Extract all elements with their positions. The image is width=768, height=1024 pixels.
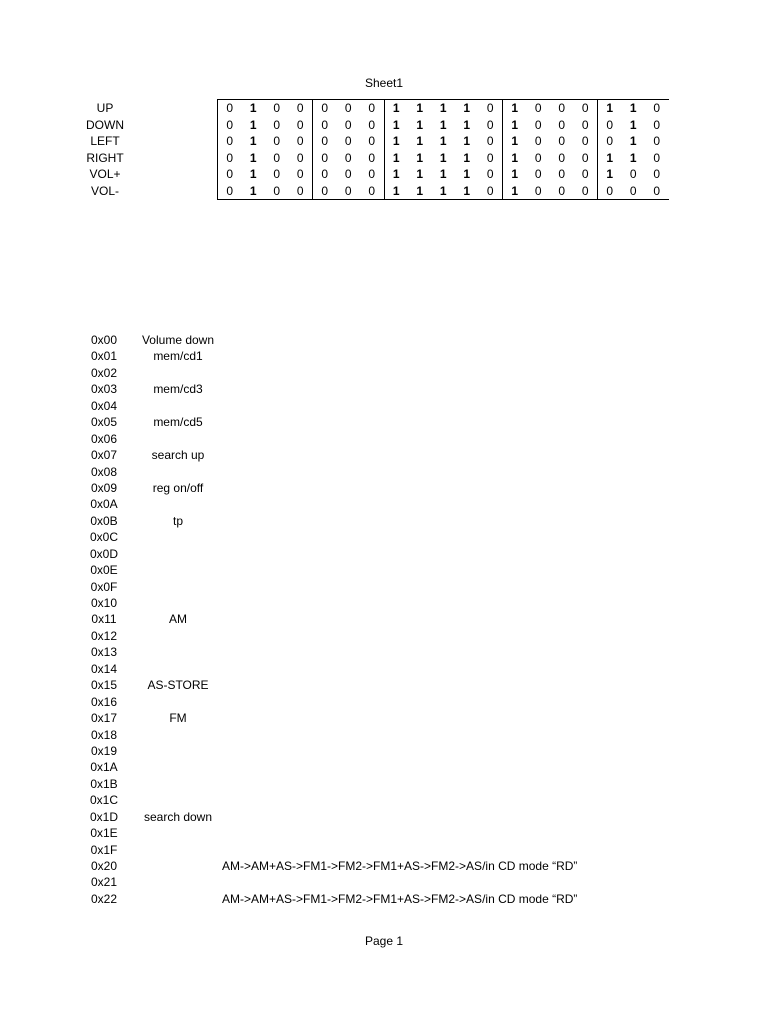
bit-cell: 1 bbox=[439, 183, 447, 198]
code-row bbox=[0, 842, 768, 858]
bit-cell: 0 bbox=[313, 117, 337, 134]
bit-cell: 1 bbox=[242, 100, 266, 117]
bit-cell: 0 bbox=[581, 134, 589, 148]
code-hex: 0x1D bbox=[89, 809, 118, 824]
code-hex: 0x12 bbox=[90, 628, 118, 643]
code-row bbox=[0, 529, 768, 545]
code-row bbox=[0, 496, 768, 512]
bit-cell: 0 bbox=[558, 150, 566, 165]
bit-cell: 1 bbox=[598, 100, 622, 117]
bit-cell: 0 bbox=[265, 100, 289, 117]
bit-cell: 1 bbox=[455, 100, 479, 117]
bit-cell: 1 bbox=[463, 167, 471, 181]
code-row bbox=[0, 825, 768, 841]
bit-row-label: LEFT bbox=[90, 134, 120, 148]
bit-cell: 1 bbox=[503, 100, 527, 117]
code-hex: 0x1A bbox=[90, 760, 118, 775]
code-row bbox=[0, 562, 768, 578]
bit-cell: 1 bbox=[249, 134, 257, 148]
code-row bbox=[0, 414, 768, 430]
bit-cell: 0 bbox=[534, 117, 542, 132]
bit-cell: 0 bbox=[558, 183, 566, 198]
code-description: AM bbox=[169, 612, 187, 627]
code-row bbox=[0, 447, 768, 463]
code-row bbox=[0, 759, 768, 775]
code-list bbox=[0, 332, 768, 907]
bit-row-label: VOL+ bbox=[89, 167, 121, 181]
code-hex: 0x0E bbox=[90, 563, 118, 578]
bit-cell: 0 bbox=[653, 167, 661, 181]
bit-row bbox=[218, 117, 669, 134]
code-note: AM->AM+AS->FM1->FM2->FM1+AS->FM2->AS/in CD mode “RD” bbox=[222, 859, 578, 873]
bit-cell: 1 bbox=[416, 134, 424, 148]
code-hex: 0x19 bbox=[90, 743, 118, 758]
bit-cell: 1 bbox=[503, 183, 527, 200]
bit-cell: 0 bbox=[337, 100, 361, 117]
bit-cell: 0 bbox=[360, 100, 384, 117]
code-row bbox=[0, 332, 768, 348]
code-hex: 0x02 bbox=[90, 365, 118, 380]
code-row bbox=[0, 398, 768, 414]
bit-cell: 0 bbox=[486, 150, 494, 165]
bit-cell: 1 bbox=[622, 100, 646, 117]
bit-cell: 0 bbox=[550, 100, 574, 117]
bit-cell: 1 bbox=[503, 133, 527, 150]
code-note: AM->AM+AS->FM1->FM2->FM1+AS->FM2->AS/in CD mode “RD” bbox=[222, 891, 578, 906]
bit-row-label: RIGHT bbox=[86, 150, 124, 165]
bit-cell: 0 bbox=[273, 183, 281, 198]
code-row bbox=[0, 480, 768, 496]
bit-cell: 1 bbox=[439, 167, 447, 181]
bit-row-label: UP bbox=[96, 101, 114, 115]
bit-table bbox=[217, 99, 669, 200]
bit-cell: 0 bbox=[486, 134, 494, 148]
bit-cell: 0 bbox=[344, 167, 352, 181]
code-row bbox=[0, 611, 768, 627]
code-row bbox=[0, 727, 768, 743]
bit-cell: 0 bbox=[368, 134, 376, 148]
code-hex: 0x0B bbox=[90, 513, 118, 528]
bit-cell: 1 bbox=[384, 117, 408, 134]
code-description: FM bbox=[169, 711, 187, 726]
code-description: search up bbox=[151, 448, 205, 463]
bit-cell: 1 bbox=[629, 134, 637, 148]
bit-cell: 1 bbox=[463, 183, 471, 198]
bit-cell: 0 bbox=[645, 100, 669, 117]
code-hex: 0x1F bbox=[90, 842, 118, 857]
bit-cell: 0 bbox=[598, 117, 622, 134]
bit-cell: 0 bbox=[368, 183, 376, 198]
code-hex: 0x03 bbox=[90, 382, 118, 397]
code-hex: 0x05 bbox=[90, 415, 118, 430]
bit-cell: 1 bbox=[598, 150, 622, 167]
code-hex: 0x09 bbox=[90, 480, 118, 495]
code-hex: 0x00 bbox=[90, 333, 118, 347]
code-hex: 0x0A bbox=[90, 497, 118, 512]
code-row bbox=[0, 858, 768, 874]
bit-cell: 0 bbox=[313, 166, 337, 183]
bit-cell: 0 bbox=[273, 150, 281, 165]
code-row bbox=[0, 644, 768, 660]
bit-cell: 1 bbox=[416, 167, 424, 181]
code-hex: 0x22 bbox=[90, 891, 118, 906]
bit-cell: 0 bbox=[653, 150, 661, 165]
bit-cell: 1 bbox=[384, 133, 408, 150]
bit-cell: 1 bbox=[463, 150, 471, 165]
code-hex: 0x13 bbox=[90, 645, 118, 660]
code-row bbox=[0, 792, 768, 808]
bit-cell: 0 bbox=[527, 100, 551, 117]
bit-row-labels bbox=[70, 100, 140, 199]
bit-cell: 0 bbox=[581, 167, 589, 181]
code-hex: 0x0F bbox=[90, 579, 118, 594]
code-row bbox=[0, 743, 768, 759]
bit-cell: 0 bbox=[581, 183, 589, 198]
code-row bbox=[0, 628, 768, 644]
bit-row-label: VOL- bbox=[90, 183, 119, 198]
bit-cell: 1 bbox=[384, 166, 408, 183]
sheet-title: Sheet1 bbox=[364, 76, 404, 90]
code-hex: 0x07 bbox=[90, 448, 118, 463]
bit-cell: 0 bbox=[296, 150, 304, 165]
bit-cell: 0 bbox=[218, 166, 242, 183]
code-hex: 0x06 bbox=[90, 431, 118, 446]
bit-cell: 1 bbox=[408, 100, 432, 117]
code-row bbox=[0, 595, 768, 611]
bit-cell: 0 bbox=[313, 100, 337, 117]
code-row bbox=[0, 710, 768, 726]
bit-cell: 1 bbox=[629, 117, 637, 132]
bit-cell: 1 bbox=[629, 150, 637, 165]
code-hex: 0x20 bbox=[90, 859, 118, 873]
bit-cell: 0 bbox=[534, 167, 542, 181]
code-hex: 0x10 bbox=[90, 596, 118, 610]
code-row bbox=[0, 546, 768, 562]
bit-cell: 0 bbox=[598, 133, 622, 150]
code-row bbox=[0, 694, 768, 710]
bit-cell: 1 bbox=[416, 150, 424, 165]
bit-cell: 0 bbox=[368, 150, 376, 165]
code-row bbox=[0, 365, 768, 381]
code-hex: 0x0C bbox=[89, 530, 118, 545]
bit-cell: 0 bbox=[273, 167, 281, 181]
code-description: reg on/off bbox=[152, 480, 204, 495]
bit-cell: 0 bbox=[479, 100, 503, 117]
code-row bbox=[0, 513, 768, 529]
code-row bbox=[0, 381, 768, 397]
code-row bbox=[0, 776, 768, 792]
bit-cell: 1 bbox=[384, 100, 408, 117]
code-description: Volume down bbox=[141, 333, 215, 347]
bit-cell: 1 bbox=[463, 134, 471, 148]
bit-cell: 1 bbox=[416, 117, 424, 132]
bit-cell: 0 bbox=[574, 100, 598, 117]
bit-cell: 0 bbox=[218, 117, 242, 134]
code-hex: 0x14 bbox=[90, 661, 118, 676]
bit-cell: 0 bbox=[313, 133, 337, 150]
code-row bbox=[0, 464, 768, 480]
bit-cell: 0 bbox=[629, 167, 637, 181]
code-hex: 0x1E bbox=[90, 826, 118, 841]
bit-row-label: DOWN bbox=[86, 117, 124, 132]
bit-cell: 1 bbox=[598, 166, 622, 183]
bit-cell: 0 bbox=[313, 183, 337, 200]
bit-cell: 0 bbox=[486, 183, 494, 198]
code-description: mem/cd3 bbox=[153, 382, 203, 397]
page-footer: Page 1 bbox=[364, 934, 404, 948]
bit-cell: 0 bbox=[653, 134, 661, 148]
bit-cell: 1 bbox=[503, 166, 527, 183]
code-description: mem/cd5 bbox=[153, 415, 203, 430]
bit-cell: 1 bbox=[439, 134, 447, 148]
bit-cell: 0 bbox=[273, 117, 281, 132]
bit-row bbox=[218, 183, 669, 200]
code-hex: 0x0D bbox=[89, 546, 118, 561]
bit-cell: 1 bbox=[432, 100, 456, 117]
bit-cell: 1 bbox=[249, 183, 257, 198]
bit-cell: 0 bbox=[581, 150, 589, 165]
code-row bbox=[0, 579, 768, 595]
bit-cell: 0 bbox=[534, 134, 542, 148]
bit-cell: 0 bbox=[629, 183, 637, 198]
code-hex: 0x18 bbox=[90, 727, 118, 742]
bit-cell: 1 bbox=[439, 117, 447, 132]
code-row bbox=[0, 348, 768, 364]
bit-cell: 0 bbox=[368, 167, 376, 181]
bit-cell: 0 bbox=[598, 183, 622, 200]
bit-cell: 0 bbox=[218, 133, 242, 150]
code-row bbox=[0, 891, 768, 907]
bit-cell: 0 bbox=[218, 183, 242, 200]
bit-cell: 0 bbox=[344, 117, 352, 132]
bit-cell: 0 bbox=[486, 167, 494, 181]
bit-cell: 0 bbox=[558, 134, 566, 148]
code-description: AS-STORE bbox=[147, 678, 209, 693]
code-row bbox=[0, 431, 768, 447]
code-hex: 0x16 bbox=[90, 694, 118, 709]
code-description: search down bbox=[143, 809, 213, 824]
code-row bbox=[0, 661, 768, 677]
bit-cell: 0 bbox=[296, 167, 304, 181]
bit-cell: 0 bbox=[296, 134, 304, 148]
bit-cell: 0 bbox=[296, 117, 304, 132]
bit-cell: 0 bbox=[581, 117, 589, 132]
code-hex: 0x1C bbox=[89, 793, 118, 808]
bit-cell: 1 bbox=[439, 150, 447, 165]
bit-cell: 0 bbox=[313, 150, 337, 167]
bit-cell: 0 bbox=[558, 167, 566, 181]
bit-cell: 0 bbox=[296, 183, 304, 198]
bit-row bbox=[218, 150, 669, 167]
code-hex: 0x11 bbox=[91, 612, 117, 627]
bit-cell: 0 bbox=[289, 100, 313, 117]
bit-cell: 0 bbox=[653, 117, 661, 132]
bit-cell: 1 bbox=[384, 183, 408, 200]
bit-cell: 1 bbox=[249, 117, 257, 132]
code-description: tp bbox=[172, 513, 183, 528]
code-hex: 0x21 bbox=[90, 875, 118, 890]
code-row bbox=[0, 809, 768, 825]
bit-cell: 1 bbox=[503, 150, 527, 167]
bit-cell: 0 bbox=[273, 134, 281, 148]
code-hex: 0x04 bbox=[90, 398, 118, 413]
bit-cell: 1 bbox=[416, 183, 424, 198]
bit-cell: 0 bbox=[534, 150, 542, 165]
code-hex: 0x08 bbox=[90, 464, 118, 479]
bit-cell: 1 bbox=[384, 150, 408, 167]
bit-cell: 1 bbox=[249, 150, 257, 165]
code-row bbox=[0, 677, 768, 693]
bit-cell: 0 bbox=[344, 183, 352, 198]
bit-row bbox=[218, 166, 669, 183]
code-hex: 0x17 bbox=[90, 711, 118, 726]
bit-cell: 0 bbox=[344, 134, 352, 148]
bit-cell: 0 bbox=[653, 183, 661, 198]
bit-cell: 1 bbox=[503, 117, 527, 134]
bit-cell: 0 bbox=[344, 150, 352, 165]
bit-cell: 0 bbox=[368, 117, 376, 132]
bit-row bbox=[218, 100, 669, 117]
code-row bbox=[0, 874, 768, 890]
bit-cell: 1 bbox=[463, 117, 471, 132]
bit-cell: 0 bbox=[534, 183, 542, 198]
code-hex: 0x01 bbox=[90, 349, 118, 364]
code-description: mem/cd1 bbox=[153, 349, 203, 364]
bit-cell: 0 bbox=[218, 150, 242, 167]
bit-cell: 1 bbox=[249, 167, 257, 181]
bit-row bbox=[218, 133, 669, 150]
bit-cell: 0 bbox=[558, 117, 566, 132]
bit-cell: 0 bbox=[218, 100, 242, 117]
bit-cell: 0 bbox=[486, 117, 494, 132]
code-hex: 0x15 bbox=[90, 678, 118, 693]
code-hex: 0x1B bbox=[90, 776, 118, 791]
